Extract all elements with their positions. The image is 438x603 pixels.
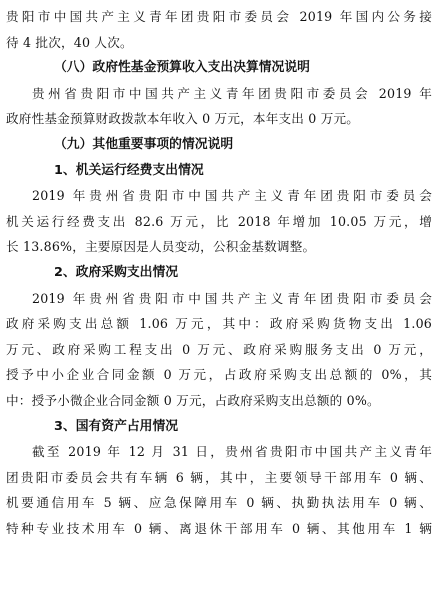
paragraph-procurement [6, 286, 432, 414]
text-line: 团贵阳市委员会共有车辆 6 辆，其中，主要领导干部用车 0 辆、 [6, 469, 432, 485]
text-line: 待 4 批次，40 人次。 [6, 34, 133, 50]
section-heading-8: （八）政府性基金预算收入支出决算情况说明 [54, 60, 310, 76]
paragraph-government-fund [6, 81, 432, 132]
subheading-procurement: 2、政府采购支出情况 [54, 264, 179, 280]
text-line: 机关运行经费支出 82.6 万元，比 2018 年增加 10.05 万元，增 [6, 213, 432, 229]
text-line: 贵阳市中国共产主义青年团贵阳市委员会 2019 年国内公务接 [6, 9, 432, 24]
text-line: 特种专业技术用车 0 辆、离退休干部用车 0 辆、其他用车 1 辆 [6, 520, 432, 536]
paragraph-state-assets [6, 439, 432, 541]
text-line: 中：授予小微企业合同金额 0 万元，占政府采购支出总额的 0%。 [6, 392, 380, 408]
text-line: 授予中小企业合同金额 0 万元，占政府采购支出总额的 0%，其 [6, 367, 432, 383]
text-line: 2019 年贵州省贵阳市中国共产主义青年团贵阳市委员会 [32, 290, 432, 306]
section-heading-9: （九）其他重要事项的情况说明 [54, 136, 234, 152]
text-line: 政府性基金预算财政拨款本年收入 0 万元，本年支出 0 万元。 [6, 111, 360, 127]
text-line: 2019 年贵州省贵阳市中国共产主义青年团贵阳市委员会 [32, 188, 432, 204]
subheading-operating-expenses: 1、机关运行经费支出情况 [54, 162, 204, 178]
text-line: 万元、政府采购工程支出 0 万元、政府采购服务支出 0 万元， [6, 341, 432, 357]
text-line: 长 13.86%，主要原因是人员变动，公积金基数调整。 [6, 239, 316, 255]
paragraph-reception [6, 4, 432, 55]
paragraph-operating-expenses [6, 183, 432, 260]
text-line: 贵州省贵阳市中国共产主义青年团贵阳市委员会 2019 年 [32, 85, 432, 101]
text-line: 机要通信用车 5 辆、应急保障用车 0 辆、执勤执法用车 0 辆、 [6, 495, 432, 511]
text-line: 截至 2019 年 12 月 31 日，贵州省贵阳市中国共产主义青年 [32, 444, 432, 460]
subheading-state-assets: 3、国有资产占用情况 [54, 418, 179, 434]
text-line: 政府采购支出总额 1.06 万元，其中：政府采购货物支出 1.06 [6, 316, 432, 332]
